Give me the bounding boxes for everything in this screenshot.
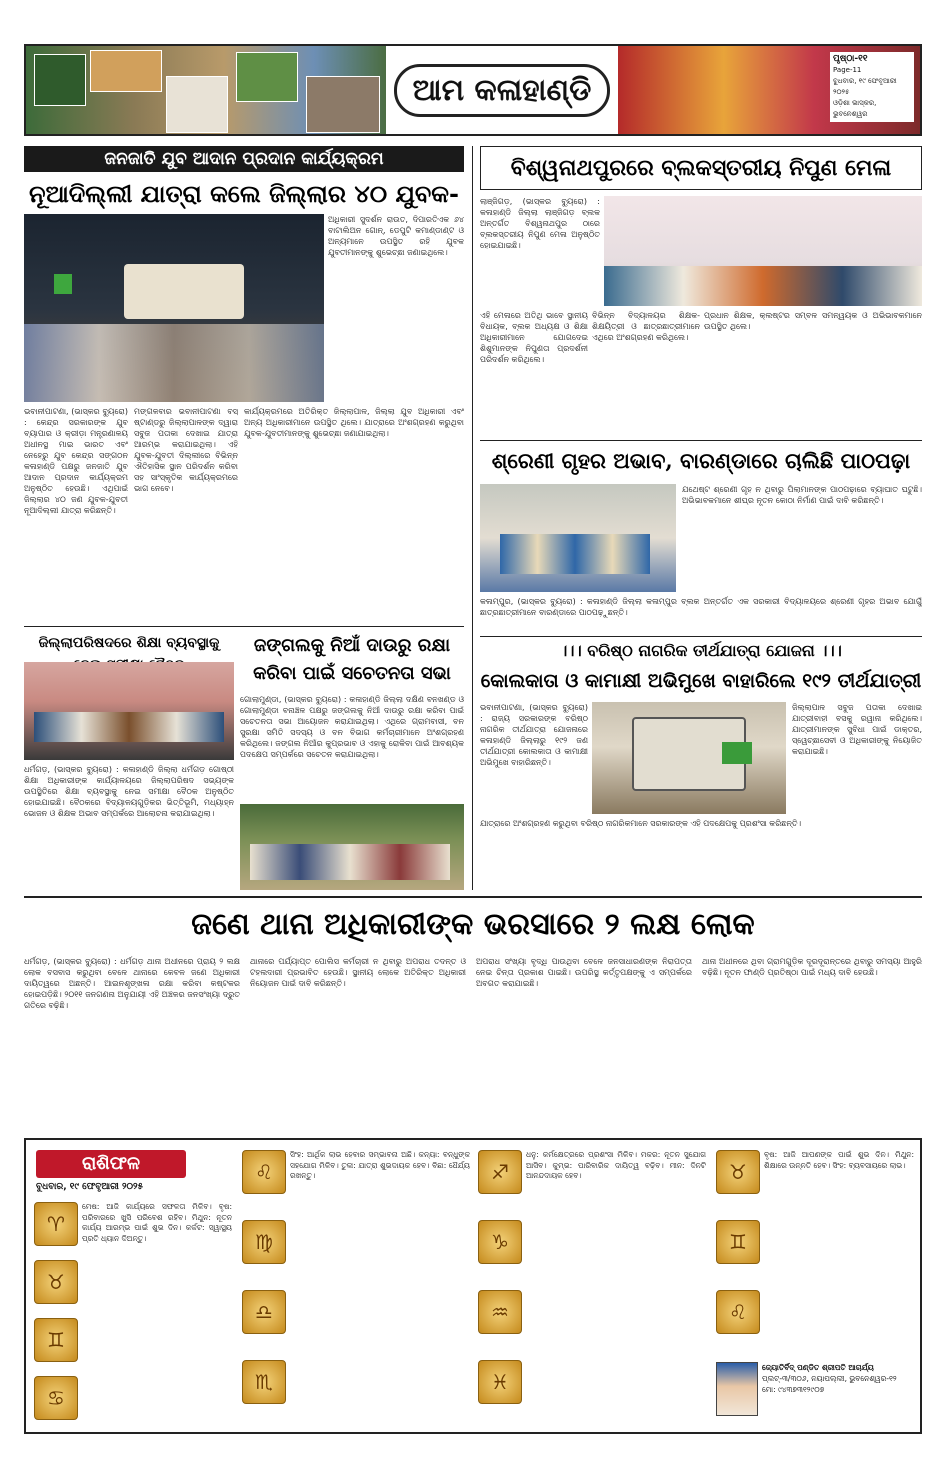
story1-headline: ନୂଆଦିଲ୍ଲୀ ଯାତ୍ରା କଲେ ଜିଲ୍ଲାର ୪୦ ଯୁବକ-	[29, 179, 459, 208]
story6-headline: କୋଲକାତା ଓ କାମାକ୍ଷୀ ଅଭିମୁଖେ ବାହାରିଲେ ୧୯୨ ତୀର୍ଥଯାତ୍ରୀ	[480, 670, 922, 692]
story4-headline: ଜିଲ୍ଲାପରିଷଦରେ ଶିକ୍ଷା ବ୍ୟବସ୍ଥାକୁ	[38, 635, 220, 651]
story2-headline: ବିଶ୍ୱନାଥପୁରରେ ବ୍ଲକସ୍ତରୀୟ ନିପୁଣ ମେଳା	[510, 155, 892, 181]
newspaper-page	[24, 44, 922, 1434]
story3-photo-classroom	[480, 484, 676, 592]
edition: ଓଡ଼ିଶା ଭାସ୍କର, ଭୁବନେଶ୍ୱର	[833, 99, 877, 118]
masthead-photo-collage-right	[618, 46, 920, 134]
story3-headline: ଶ୍ରେଣୀ ଗୃହର ଅଭାବ, ବାରଣ୍ଡାରେ ଚାଲିଛି ପାଠପଢ଼ା	[491, 448, 911, 473]
story7-headline: ଜଣେ ଥାନା ଅଧିକାରୀଙ୍କ ଭରସାରେ ୨ ଲକ୍ଷ ଲୋକ	[191, 907, 755, 942]
leo-icon-2: ♌	[716, 1290, 760, 1334]
astrologer-name: ଜ୍ୟୋତିର୍ବିଦ୍ ପଣ୍ଡିତ ଶ୍ରୀପତି ଆଚାର୍ଯ୍ୟ	[762, 1363, 874, 1372]
virgo-icon: ♍	[242, 1220, 286, 1264]
story7-text-c: ଅପରାଧ ସଂଖ୍ୟା ବୃଦ୍ଧି ପାଉଥିବା ବେଳେ ଜନସାଧାରଣଙ୍କ ନିରାପତ୍ତା ନେଇ ଚିନ୍ତା ପ୍ରକାଶ ପାଇଛି। ଉପରିସ୍ଥ କର୍ତ୍ତୃପକ୍ଷଙ୍କୁ ଏ ସମ୍ପର୍କରେ ଅବଗତ କରାଯାଇଛି।	[476, 957, 692, 988]
rasi-section	[24, 1138, 922, 1434]
story6-text-a: ଭବାନୀପାଟଣା, (ଭାସ୍କର ବ୍ୟୁରୋ) : ରାଜ୍ୟ ସରକାରଙ୍କ ବରିଷ୍ଠ ନାଗରିକ ତୀର୍ଥଯାତ୍ରା ଯୋଜନାରେ କଳାହାଣ୍ଡି ଜିଲ୍ଲାରୁ ୧୯୨ ଜଣ ତୀର୍ଥଯାତ୍ରୀ କୋଲକାତା ଓ କାମାକ୍ଷୀ ଅଭିମୁଖେ ବାହାରିଛନ୍ତି।	[480, 703, 588, 767]
story3-text-b: ଯଥେଷ୍ଟ ଶ୍ରେଣୀ ଗୃହ ନ ଥିବାରୁ ପିଲାମାନଙ୍କ ପାଠପଢ଼ାରେ ବ୍ୟାଘାତ ଘଟୁଛି। ଅଭିଭାବକମାନେ ଶୀଘ୍ର ନୂତନ କୋଠା ନିର୍ମାଣ ପାଇଁ ଦାବି କରିଛନ୍ତି।	[682, 485, 922, 505]
rasi-col3: ଧନୁ: କର୍ମକ୍ଷେତ୍ରରେ ପ୍ରଶଂସା ମିଳିବ। ମକର: ନୂତନ ସୁଯୋଗ ଆସିବ। କୁମ୍ଭ: ପାରିବାରିକ ଦାୟିତ୍ୱ ବଢ଼ିବ। ମୀନ: ଦିନଟି ଆନନ୍ଦଦାୟକ ହେବ।	[526, 1150, 706, 1180]
masthead	[24, 44, 922, 136]
story3-text-a: କଳାମ୍ପୁର, (ଭାସ୍କର ବ୍ୟୁରୋ) : କଳାହାଣ୍ଡି ଜିଲ୍ଲା କଳାମ୍ପୁର ବ୍ଲକ ଅନ୍ତର୍ଗତ ଏକ ସରକାରୀ ବିଦ୍ୟାଳୟରେ ଶ୍ରେଣୀ ଗୃହର ଅଭାବ ଯୋଗୁଁ ଛାତ୍ରଛାତ୍ରୀମାନେ ବାରଣ୍ଡାରେ ପାଠପଢ଼ୁଛନ୍ତି।	[480, 597, 922, 617]
masthead-photo-collage-left	[26, 46, 386, 134]
scorpio-icon: ♏	[242, 1360, 286, 1404]
gemini-icon: ♊	[34, 1318, 78, 1362]
story2-photo-dignitaries	[604, 196, 922, 306]
astrologer-phone: ମୋ: ୯୪୩୭୩୧୨୯୦୭	[762, 1385, 825, 1394]
pisces-icon: ♓	[478, 1360, 522, 1404]
taurus-icon: ♉	[34, 1260, 78, 1304]
leo-icon: ♌	[242, 1150, 286, 1194]
story2-headline-box	[480, 146, 922, 190]
gemini-icon-2: ♊	[716, 1220, 760, 1264]
page-number-en: Page-11	[833, 66, 862, 74]
divider-story3	[480, 440, 922, 441]
masthead-title: ଆମ କଳାହାଣ୍ଡି	[394, 64, 611, 117]
story2-text-b: ଏହି ମେଳାରେ ଅତିଥି ଭାବେ ସ୍ଥାନୀୟ ବିଧାୟକ, ବ୍ଲକ ଅଧ୍ୟକ୍ଷ ଓ ଶିକ୍ଷା ଅଧିକାରୀମାନେ ଯୋଗଦେଇ ଶିଶୁମାନଙ୍କ ନିପୁଣତା ପ୍ରଦର୍ଶନୀ ପରିଦର୍ଶନ କରିଥିଲେ।	[480, 311, 588, 364]
story2-text-a: ଲାଞ୍ଜିଗଡ଼, (ଭାସ୍କର ବ୍ୟୁରୋ) : କଳାହାଣ୍ଡି ଜିଲ୍ଲା ଲାଞ୍ଜିଗଡ଼ ବ୍ଲକ ଅନ୍ତର୍ଗତ ବିଶ୍ୱନାଥପୁର ଠାରେ ବ୍ଲକସ୍ତରୀୟ ନିପୁଣ ମେଳା ଅନୁଷ୍ଠିତ ହୋଇଯାଇଛି।	[480, 197, 600, 250]
column-divider	[472, 146, 473, 890]
story7-text-d: ଥାନା ଅଧୀନରେ ଥିବା ଗ୍ରାମଗୁଡ଼ିକ ଦୂରଦୂରାନ୍ତରେ ଥିବାରୁ ସମସ୍ୟା ଆହୁରି ବଢ଼ିଛି। ନୂତନ ଫାଣ୍ଡି ପ୍ରତିଷ୍ଠା ପାଇଁ ମଧ୍ୟ ଦାବି ହେଉଛି।	[702, 957, 922, 977]
divider-story7	[24, 896, 922, 898]
rasi-col4: ବୃଷ: ଆଜି ଆପଣଙ୍କ ପାଇଁ ଶୁଭ ଦିନ। ମିଥୁନ: ଶିକ୍ଷାରେ ଉନ୍ନତି ହେବ। ସିଂହ: ବ୍ୟବସାୟରେ ଲାଭ।	[764, 1150, 914, 1170]
rasi-date: ବୁଧବାର, ୧୯ ଫେବୃଆରୀ ୨୦୨୫	[36, 1182, 144, 1192]
masthead-info	[830, 52, 914, 122]
story6-text-b: ଜିଲ୍ଲାପାଳ ସବୁଜ ପତାକା ଦେଖାଇ ଯାତ୍ରୀବାହୀ ବସକୁ ରୱାନା କରିଥିଲେ। ଯାତ୍ରୀମାନଙ୍କ ସୁବିଧା ପାଇଁ ଡାକ୍ତର, ସ୍ୱେଚ୍ଛାସେବୀ ଓ ଅଧିକାରୀଙ୍କୁ ନିୟୋଜିତ କରାଯାଇଛି।	[792, 703, 922, 756]
story1-text-d: ଅଧିକାରୀ ସୁଦର୍ଶନ ରାଉତ, ଦିପାରତିଏକ ୬୪ ବାଟାଲିଅନ ଗୋନ୍, ଡେପୁଟି କମାଣ୍ଡାଣ୍ଟ ଓ ଅନ୍ୟମାନେ ଉପସ୍ଥିତ ରହି ଯୁବକ ଯୁବତୀମାନଙ୍କୁ ଶୁଭେଚ୍ଛା ଜଣାଇଥିଲେ।	[328, 215, 464, 257]
story5-photo-awareness-meeting	[240, 804, 464, 890]
story6-photo-bus	[592, 702, 786, 814]
story6-kicker: ।।। ବରିଷ୍ଠ ନାଗରିକ ତୀର୍ଥଯାତ୍ରା ଯୋଜନା ।।।	[560, 641, 842, 660]
taurus-icon-2: ♉	[716, 1150, 760, 1194]
aquarius-icon: ♒	[478, 1290, 522, 1334]
aries-icon: ♈	[34, 1202, 78, 1246]
cancer-icon: ♋	[34, 1376, 78, 1420]
story7-text-b: ଥାନାରେ ପର୍ଯ୍ୟାପ୍ତ ପୋଲିସ କର୍ମଚାରୀ ନ ଥିବାରୁ ଅପରାଧ ତଦନ୍ତ ଓ ଟହଲଦାରୀ ପ୍ରଭାବିତ ହେଉଛି। ସ୍ଥାନୀୟ ଲୋକେ ଅତିରିକ୍ତ ଅଧିକାରୀ ନିୟୋଜନ ପାଇଁ ଦାବି କରିଛନ୍ତି।	[250, 957, 466, 988]
rasi-title: ରାଶିଫଳ	[36, 1150, 186, 1178]
page-number-or: ପୃଷ୍ଠା-୧୧	[833, 54, 868, 64]
capricorn-icon: ♑	[478, 1220, 522, 1264]
divider-story4	[24, 626, 464, 627]
astrologer-address: ପ୍ଲଟ୍-୩/୩୦୬, ନୟାପଲ୍ଲୀ, ଭୁବନେଶ୍ୱର-୧୨	[762, 1374, 897, 1383]
story4-photo-meeting	[24, 662, 234, 760]
rasi-col2: ସିଂହ: ଆର୍ଥିକ ଲାଭ ହେବାର ସମ୍ଭାବନା ଅଛି। କନ୍ୟା: ବନ୍ଧୁଙ୍କ ସହଯୋଗ ମିଳିବ। ତୁଳା: ଯାତ୍ରା ଶୁଭଦାୟକ ହେବ। ବିଛା: ଧୈର୍ଯ୍ୟ ରଖନ୍ତୁ।	[290, 1150, 470, 1180]
sagittarius-icon: ♐	[478, 1150, 522, 1194]
story1-text-a: ଭବାନୀପାଟଣା, (ଭାସ୍କର ବ୍ୟୁରୋ) : କେନ୍ଦ୍ର ସରକାରଙ୍କ ଯୁବ ବ୍ୟାପାର ଓ କ୍ରୀଡ଼ା ମନ୍ତ୍ରଣାଳୟ ଅଧୀନସ୍ଥ ମାଇ ଭାରତ ଏବଂ ନେହେରୁ ଯୁବ କେନ୍ଦ୍ର ସଙ୍ଗଠନ କଳାହାଣ୍ଡି ପକ୍ଷରୁ ଜନଜାତି ଯୁବ ଆଦାନ ପ୍ରଦାନ କାର୍ଯ୍ୟକ୍ରମ ଅନୁଷ୍ଠିତ ହେଉଛି। ଏଥିପାଇଁ ଜିଲ୍ଲାର ୪୦ ଜଣ ଯୁବକ-ଯୁବତୀ ନୂଆଦିଲ୍ଲୀ ଯାତ୍ରା କରିଛନ୍ତି।	[24, 407, 128, 515]
story1-photo-bus-send-off	[24, 214, 324, 402]
astrologer-photo	[716, 1362, 758, 1416]
story5-headline: ଜଙ୍ଗଲକୁ ନିଆଁ ଦାଉରୁ ରକ୍ଷା କରିବା ପାଇଁ ସଚେତନତା ସଭା	[253, 635, 451, 684]
story1-text-c: କାର୍ଯ୍ୟକ୍ରମରେ ଅତିରିକ୍ତ ଜିଲ୍ଲାପାଳ, ଜିଲ୍ଲା ଯୁବ ଅଧିକାରୀ ଏବଂ ଅନ୍ୟ ଅଧିକାରୀମାନେ ଉପସ୍ଥିତ ଥିଲେ। ଯାତ୍ରାରେ ଅଂଶଗ୍ରହଣ କରୁଥିବା ଯୁବକ-ଯୁବତୀମାନଙ୍କୁ ଶୁଭେଚ୍ଛା ଜଣାଯାଇଥିଲା।	[244, 407, 464, 438]
story1-kicker: ଜନଜାତି ଯୁବ ଆଦାନ ପ୍ରଦାନ କାର୍ଯ୍ୟକ୍ରମ	[24, 146, 464, 172]
story2-text-c: ବିଭିନ୍ନ ବିଦ୍ୟାଳୟର ଶିକ୍ଷକ-ଶିକ୍ଷୟିତ୍ରୀ ଓ ଛାତ୍ରଛାତ୍ରୀମାନେ ଏଥିରେ ଅଂଶଗ୍ରହଣ କରିଥିଲେ।	[592, 311, 700, 342]
story1-text-b: ମଙ୍ଗଳବାର ଭବାନୀପାଟଣା ବସ୍ ଷ୍ଟାଣ୍ଡରୁ ଜିଲ୍ଲାପାଳଙ୍କ ଦ୍ୱାରା ସବୁଜ ପତାକା ଦେଖାଇ ଯାତ୍ରା ଆରମ୍ଭ କରାଯାଇଥିଲା। ଏହି ଯୁବକ-ଯୁବତୀ ଦିଲ୍ଲୀରେ ବିଭିନ୍ନ ଐତିହାସିକ ସ୍ଥାନ ପରିଦର୍ଶନ କରିବା ସହ ସାଂସ୍କୃତିକ କାର୍ଯ୍ୟକ୍ରମରେ ଭାଗ ନେବେ।	[134, 407, 238, 493]
story4-text: ଧର୍ମଗଡ଼, (ଭାସ୍କର ବ୍ୟୁରୋ) : କଳାହାଣ୍ଡି ଜିଲ୍ଲା ଧର୍ମଗଡ଼ ଗୋଷ୍ଠୀ ଶିକ୍ଷା ଅଧିକାରୀଙ୍କ କାର୍ଯ୍ୟାଳୟରେ ଜିଲ୍ଲାପରିଷଦ ସଭ୍ୟଙ୍କ ଉପସ୍ଥିତିରେ ଶିକ୍ଷା ବ୍ୟବସ୍ଥାକୁ ନେଇ ସମୀକ୍ଷା ବୈଠକ ଅନୁଷ୍ଠିତ ହୋଇଯାଇଛି। ବୈଠକରେ ବିଦ୍ୟାଳୟଗୁଡ଼ିକର ଭିତ୍ତିଭୂମି, ମଧ୍ୟାହ୍ନ ଭୋଜନ ଓ ଶିକ୍ଷକ ଅଭାବ ସମ୍ପର୍କରେ ଆଲୋଚନା କରାଯାଇଥିଲା।	[24, 765, 234, 818]
astrologer-info	[762, 1362, 918, 1395]
masthead-title-box	[386, 46, 618, 134]
story7-text-a: ଧର୍ମଗଡ଼, (ଭାସ୍କର ବ୍ୟୁରୋ) : ଧର୍ମଗଡ଼ ଥାନା ଅଧୀନରେ ପ୍ରାୟ ୨ ଲକ୍ଷ ଲୋକ ବସବାସ କରୁଥିବା ବେଳେ ଥାନାରେ କେବଳ ଜଣେ ଅଧିକାରୀ ଦାୟିତ୍ୱରେ ଅଛନ୍ତି। ଆଇନଶୃଙ୍ଖଳା ରକ୍ଷା କରିବା କଷ୍ଟକର ହୋଇପଡ଼ିଛି। ୨୦୧୧ ଜନଗଣନା ଅନୁଯାୟୀ ଏହି ଅଞ୍ଚଳର ଜନସଂଖ୍ୟା ଦ୍ରୁତ ଗତିରେ ବଢ଼ିଛି।	[24, 957, 240, 1010]
story6-text-c: ଯାତ୍ରାରେ ଅଂଶଗ୍ରହଣ କରୁଥିବା ବରିଷ୍ଠ ନାଗରିକମାନେ ସରକାରଙ୍କ ଏହି ପଦକ୍ଷେପକୁ ପ୍ରଶଂସା କରିଛନ୍ତି।	[480, 819, 802, 828]
story2-text-d: ପ୍ରଧାନ ଶିକ୍ଷକ, କ୍ଲଷ୍ଟର ସମ୍ବଳ ସମନ୍ୱୟକ ଓ ଅଭିଭାବକମାନେ ଉପସ୍ଥିତ ଥିଲେ।	[704, 311, 922, 331]
rasi-col1: ମେଷ: ଆଜି କାର୍ଯ୍ୟରେ ସଫଳତା ମିଳିବ। ବୃଷ: ପରିବାରରେ ଖୁସି ପରିବେଶ ରହିବ। ମିଥୁନ: ନୂତନ କାର୍ଯ୍ୟ ଆରମ୍ଭ ପାଇଁ ଶୁଭ ଦିନ। କର୍କଟ: ସ୍ୱାସ୍ଥ୍ୟ ପ୍ରତି ଧ୍ୟାନ ଦିଅନ୍ତୁ।	[82, 1202, 232, 1243]
libra-icon: ♎	[242, 1290, 286, 1334]
story5-text: ଗୋଲାମୁଣ୍ଡା, (ଭାସ୍କର ବ୍ୟୁରୋ) : କଳାହାଣ୍ଡି ଜିଲ୍ଲା ଦକ୍ଷିଣ ବନଖଣ୍ଡ ଓ ଗୋଲାମୁଣ୍ଡା ବନାଞ୍ଚଳ ପକ୍ଷରୁ ଜଙ୍ଗଲକୁ ନିଆଁ ଦାଉରୁ ରକ୍ଷା କରିବା ପାଇଁ ସଚେତନତା ସଭା ଆୟୋଜନ କରାଯାଇଥିଲା। ଏଥିରେ ଗ୍ରାମବାସୀ, ବନ ସୁରକ୍ଷା ସମିତି ସଦସ୍ୟ ଓ ବନ ବିଭାଗ କର୍ମଚାରୀମାନେ ଅଂଶଗ୍ରହଣ କରିଥିଲେ। ଜଙ୍ଗଲ ନିଆଁର କୁପ୍ରଭାବ ଓ ଏହାକୁ ରୋକିବା ପାଇଁ ଆବଶ୍ୟକ ପଦକ୍ଷେପ ସମ୍ପର୍କରେ ସଚେତନ କରାଯାଇଥିଲା।	[240, 695, 464, 759]
issue-date: ବୁଧବାର, ୧୯ ଫେବୃଆରୀ ୨୦୨୫	[833, 77, 897, 96]
divider-story6	[480, 636, 922, 637]
